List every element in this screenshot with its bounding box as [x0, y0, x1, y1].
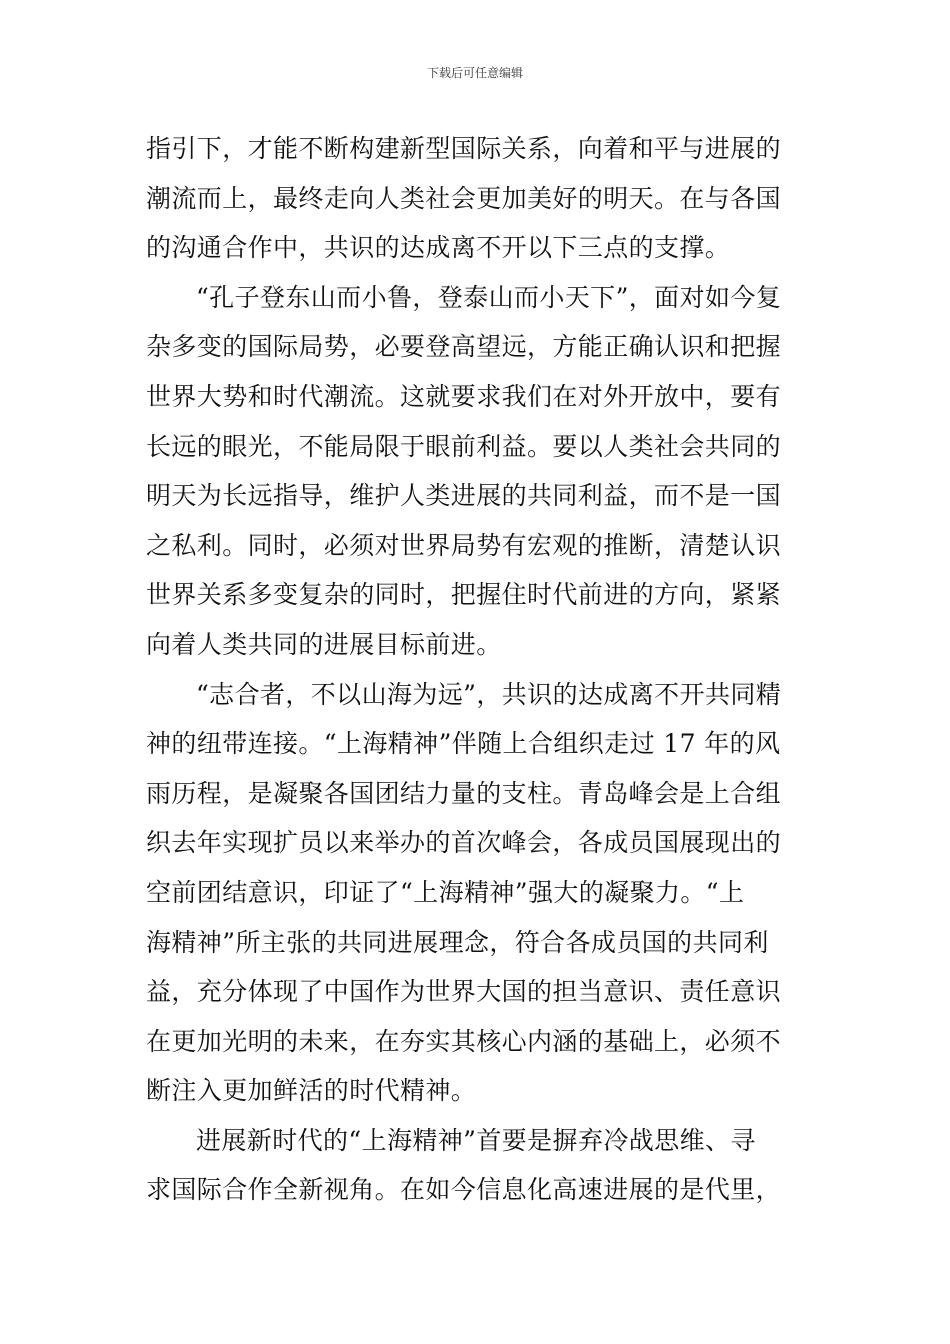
text-line: 世界大势和时代潮流。这就要求我们在对外开放中，要有	[146, 381, 782, 411]
text-line: 织去年实现扩员以来举办的首次峰会，各成员国展现出的	[146, 828, 782, 858]
text-line: 的沟通合作中，共识的达成离不开以下三点的支撑。	[146, 233, 731, 263]
text-line: 明天为长远指导，维护人类进展的共同利益，而不是一国	[146, 481, 782, 511]
paragraph-first-line: 进展新时代的“上海精神”首要是摒弃冷战思维、寻	[196, 1125, 756, 1155]
text-line: 之私利。同时，必须对世界局势有宏观的推断，清楚认识	[146, 530, 782, 560]
text-line: 求国际合作全新视角。在如今信息化高速进展的是代里，	[146, 1175, 782, 1205]
text-line: 世界关系多变复杂的同时，把握住时代前进的方向，紧紧	[146, 580, 782, 610]
text-line: 神的纽带连接。“上海精神”伴随上合组织走过 17 年的风	[146, 729, 781, 759]
text-line: 在更加光明的未来，在夯实其核心内涵的基础上，必须不	[146, 1026, 782, 1056]
text-line: 断注入更加鲜活的时代精神。	[146, 1076, 477, 1106]
text-line: 向着人类共同的进展目标前进。	[146, 629, 502, 659]
text-line: 空前团结意识，印证了“上海精神”强大的凝聚力。“上	[146, 877, 745, 907]
text-line: 海精神”所主张的共同进展理念，符合各成员国的共同利	[146, 927, 769, 957]
text-line: 潮流而上，最终走向人类社会更加美好的明天。在与各国	[146, 183, 782, 213]
text-line: 益，充分体现了中国作为世界大国的担当意识、责任意识	[146, 977, 782, 1007]
document-body	[146, 124, 808, 1215]
text-line: 指引下，才能不断构建新型国际关系，向着和平与进展的	[146, 134, 782, 163]
paragraph-first-line: “孔子登东山而小鲁，登泰山而小天下”，面对如今复	[196, 282, 782, 312]
paragraph-first-line: “志合者，不以山海为远”，共识的达成离不开共同精	[196, 679, 782, 709]
text-line: 杂多变的国际局势，必要登高望远，方能正确认识和把握	[146, 332, 782, 362]
text-line: 雨历程，是凝聚各国团结力量的支柱。青岛峰会是上合组	[146, 778, 782, 808]
text-line: 长远的眼光，不能局限于眼前利益。要以人类社会共同的	[146, 431, 782, 461]
page-header-note: 下载后可任意编辑	[426, 66, 523, 80]
